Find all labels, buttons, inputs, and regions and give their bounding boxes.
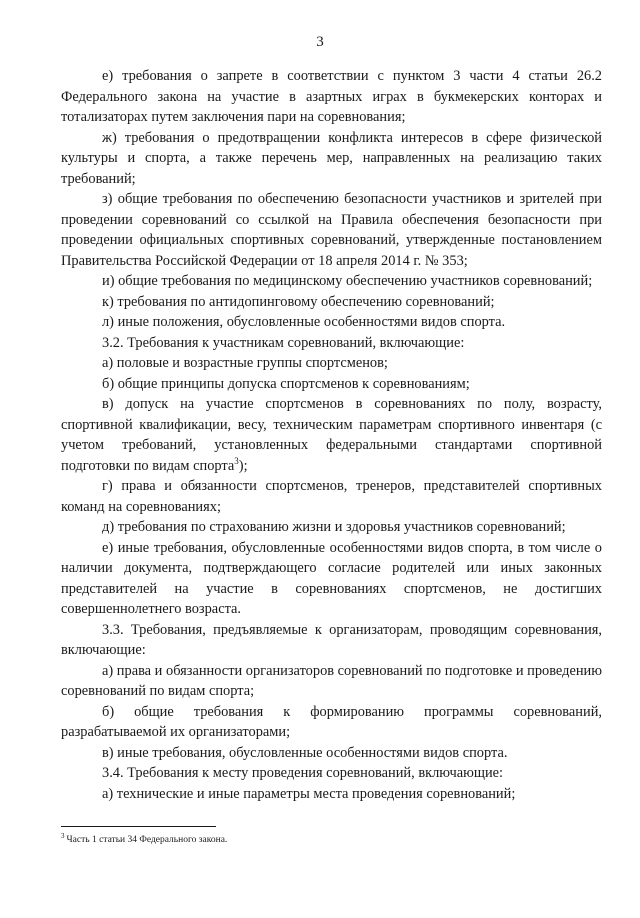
paragraph-item-v-other: в) иные требования, обусловленные особенностями видов спорта. xyxy=(102,744,508,761)
paragraph-item-b-admission: б) общие принципы допуска спортсменов к соревнованиям; xyxy=(102,375,470,392)
paragraph-item-k-antidoping: к) требования по антидопинговому обеспечению соревнований; xyxy=(102,293,495,310)
paragraph-item-i-medical: и) общие требования по медицинскому обеспечению участников соревнований; xyxy=(102,273,593,289)
paragraph-item-e-other-requirements: е) иные требования, обусловленные особенностями видов спорта, в том числе о наличии документа, подтверждающего согласие родителей или иных законных представителей на участие в соревнованиях спортсменов, не достигших совершеннолетнего возраста. xyxy=(61,539,602,617)
page-number: 3 xyxy=(316,34,324,50)
paragraph-item-zh-conflict: ж) требования о предотвращении конфликта интересов в сфере физической культуры и спорта, а также перечень мер, направленных на реализацию таких требований; xyxy=(61,129,602,187)
paragraph-item-e-betting: е) требования о запрете в соответствии с пунктом 3 части 4 статьи 26.2 Федерального закона на участие в азартных играх в букмекерских конторах и тотализаторах путем заключения пари на соревнования; xyxy=(61,68,602,125)
paragraph-item-a-organizer-rights: а) права и обязанности организаторов соревнований по подготовке и проведению соревнований по видам спорта; xyxy=(61,662,602,699)
footnote-reference: 3 xyxy=(234,455,239,466)
footnote xyxy=(61,831,602,846)
section-heading-3-3: 3.3. Требования, предъявляемые к организаторам, проводящим соревнования, включающие: xyxy=(61,621,602,658)
paragraph-item-z-safety: з) общие требования по обеспечению безопасности участников и зрителей при проведении соревнований со ссылкой на Правила обеспечения безопасности при проведении официальных спортивных соревнований, утвержденные постановлением Правительства Российской Федерации от 18 апреля 2014 г. № 353; xyxy=(61,191,602,269)
paragraph-item-l-other: л) иные положения, обусловленные особенностями видов спорта. xyxy=(102,314,506,330)
footnote-number: 3 xyxy=(61,831,65,840)
paragraph-item-g-rights: г) права и обязанности спортсменов, тренеров, представителей спортивных команд на соревнованиях; xyxy=(61,478,602,515)
section-heading-3-4: 3.4. Требования к месту проведения соревнований, включающие: xyxy=(102,765,504,781)
paragraph-item-a-venue: а) технические и иные параметры места проведения соревнований; xyxy=(102,785,516,802)
footnote-divider xyxy=(61,826,216,827)
paragraph-item-v-eligibility xyxy=(61,394,602,476)
section-heading-3-2: 3.2. Требования к участникам соревнований, включающие: xyxy=(102,334,465,351)
paragraph-item-d-insurance: д) требования по страхованию жизни и здоровья участников соревнований; xyxy=(102,519,566,535)
paragraph-item-v-suffix: ); xyxy=(238,457,248,474)
footnote-text: Часть 1 статьи 34 Федерального закона. xyxy=(66,835,228,845)
document-body xyxy=(61,66,602,804)
paragraph-item-b-program: б) общие требования к формированию программы соревнований, разрабатываемой их организаторами; xyxy=(61,703,602,740)
paragraph-item-a-groups: а) половые и возрастные группы спортсменов; xyxy=(102,355,388,371)
paragraph-item-v-text: в) допуск на участие спортсменов в соревнованиях по полу, возрасту, спортивной квалификации, весу, техническим параметрам спортивного инвентаря (с учетом требований, установленных федеральными стандартами спортивной подготовки по видам спорта xyxy=(61,396,602,474)
